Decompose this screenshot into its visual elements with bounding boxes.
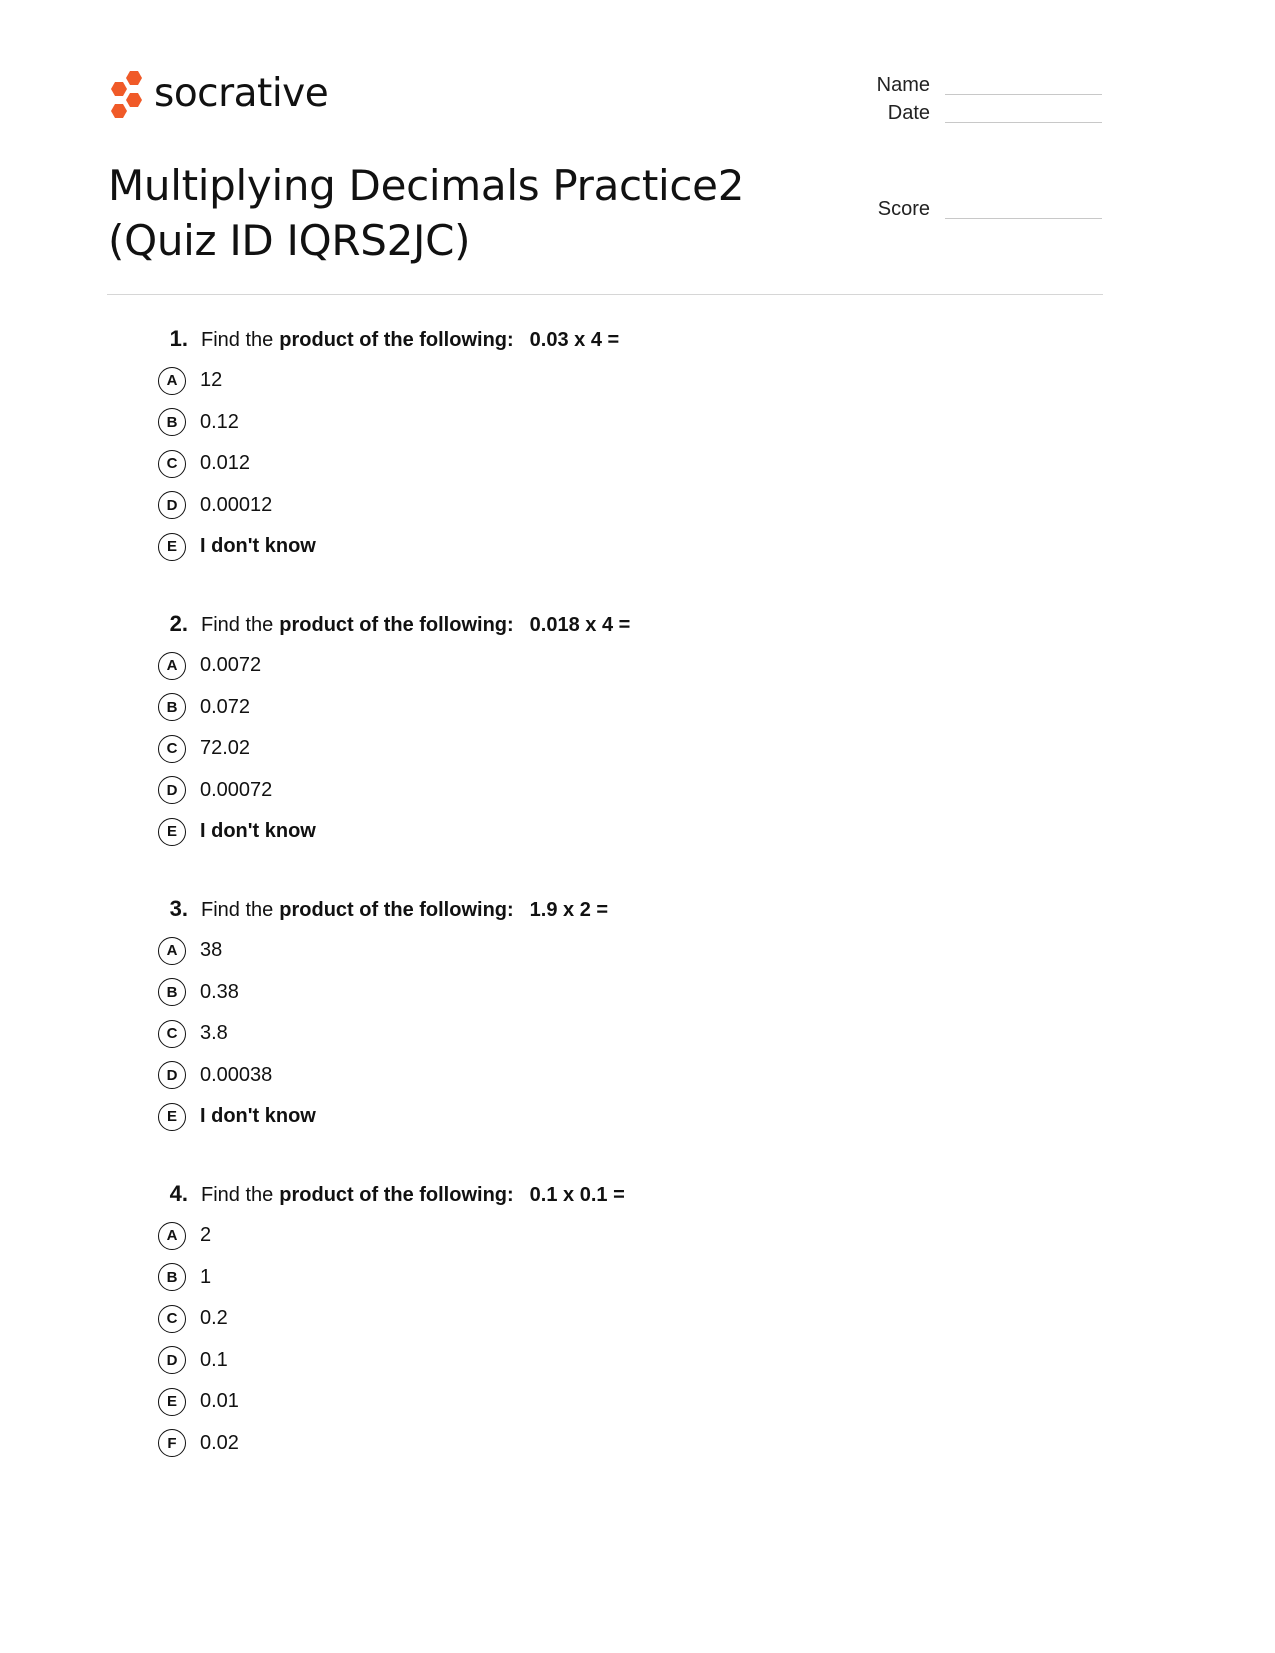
option-letter-circle[interactable]: D [158,1346,186,1374]
option-b[interactable] [158,402,1058,444]
question-emphasis: product of the following: [279,614,514,636]
question-prefix: Find the [201,899,274,921]
question-number: 1. [169,326,188,351]
option-text: 3.8 [200,1022,228,1045]
question-expression: 0.03 x 4 = [529,329,620,351]
option-text: 0.072 [200,695,251,718]
question-prefix: Find the [201,1184,274,1206]
date-label: Date [887,102,930,124]
question-emphasis: product of the following: [279,329,514,351]
option-text: 0.012 [200,452,251,475]
option-b[interactable] [158,972,1058,1014]
option-letter-circle[interactable]: C [158,1020,186,1048]
option-letter-circle[interactable]: D [158,776,186,804]
option-e[interactable] [158,526,1058,568]
name-input-line[interactable] [945,94,1102,95]
question-prefix: Find the [201,614,274,636]
question-expression: 0.018 x 4 = [529,614,631,636]
score-field[interactable] [860,198,1105,224]
question-prefix: Find the [201,329,274,351]
option-letter-circle[interactable]: E [158,1388,186,1416]
option-text: 12 [200,369,223,392]
question-1 [158,326,1058,568]
question-emphasis: product of the following: [279,899,514,921]
score-input-line[interactable] [945,218,1102,219]
option-text: 38 [200,939,223,962]
question-number: 3. [169,896,188,921]
option-letter-circle[interactable]: B [158,693,186,721]
socrative-logo [107,70,328,120]
option-text: 0.1 [200,1348,228,1371]
option-letter-circle[interactable]: A [158,652,186,680]
option-letter-circle[interactable]: E [158,533,186,561]
option-letter-circle[interactable]: F [158,1429,186,1457]
option-e[interactable] [158,811,1058,853]
question-stem [158,326,1058,360]
option-text: 0.2 [200,1307,228,1330]
date-field[interactable] [860,102,1105,128]
question-number: 2. [169,611,188,636]
option-letter-circle[interactable]: A [158,367,186,395]
option-b[interactable] [158,1257,1058,1299]
option-a[interactable] [158,1215,1058,1257]
option-d[interactable] [158,770,1058,812]
option-text: 0.00072 [200,778,273,801]
option-text: 0.02 [200,1431,239,1454]
hexagon-cluster-icon [107,70,147,120]
option-a[interactable] [158,645,1058,687]
option-text: I don't know [200,535,316,558]
question-stem [158,1181,1058,1215]
brand-name: socrative [154,70,329,116]
question-4 [158,1181,1058,1464]
question-2 [158,611,1058,853]
option-c[interactable] [158,443,1058,485]
option-text: 1 [200,1265,212,1288]
option-text: 0.38 [200,980,239,1003]
option-d[interactable] [158,1340,1058,1382]
option-a[interactable] [158,930,1058,972]
score-label: Score [877,198,930,220]
page-title: Multiplying Decimals Practice2 (Quiz ID IQRS2JC) [108,161,745,265]
option-letter-circle[interactable]: D [158,1061,186,1089]
option-letter-circle[interactable]: D [158,491,186,519]
option-e[interactable] [158,1096,1058,1138]
name-field[interactable] [860,74,1105,100]
option-text: 0.00038 [200,1063,273,1086]
option-d[interactable] [158,485,1058,527]
option-f[interactable] [158,1423,1058,1465]
question-expression: 1.9 x 2 = [529,899,609,921]
question-stem [158,896,1058,930]
name-label: Name [876,74,930,96]
option-text: 0.12 [200,410,239,433]
option-b[interactable] [158,687,1058,729]
option-letter-circle[interactable]: E [158,818,186,846]
header-divider [107,294,1103,295]
option-text: I don't know [200,1105,316,1128]
question-3 [158,896,1058,1138]
option-text: 0.00012 [200,493,273,516]
option-letter-circle[interactable]: C [158,450,186,478]
question-number: 4. [169,1181,188,1206]
option-text: 72.02 [200,737,251,760]
option-letter-circle[interactable]: C [158,735,186,763]
option-letter-circle[interactable]: B [158,978,186,1006]
option-c[interactable] [158,1013,1058,1055]
option-d[interactable] [158,1055,1058,1097]
question-expression: 0.1 x 0.1 = [529,1184,625,1206]
option-letter-circle[interactable]: C [158,1305,186,1333]
option-c[interactable] [158,728,1058,770]
option-text: 0.0072 [200,654,262,677]
option-c[interactable] [158,1298,1058,1340]
option-text: 0.01 [200,1390,239,1413]
option-text: I don't know [200,820,316,843]
date-input-line[interactable] [945,122,1102,123]
option-text: 2 [200,1224,212,1247]
option-letter-circle[interactable]: B [158,408,186,436]
option-e[interactable] [158,1381,1058,1423]
option-letter-circle[interactable]: B [158,1263,186,1291]
option-letter-circle[interactable]: E [158,1103,186,1131]
question-stem [158,611,1058,645]
option-a[interactable] [158,360,1058,402]
option-letter-circle[interactable]: A [158,937,186,965]
option-letter-circle[interactable]: A [158,1222,186,1250]
question-emphasis: product of the following: [279,1184,514,1206]
